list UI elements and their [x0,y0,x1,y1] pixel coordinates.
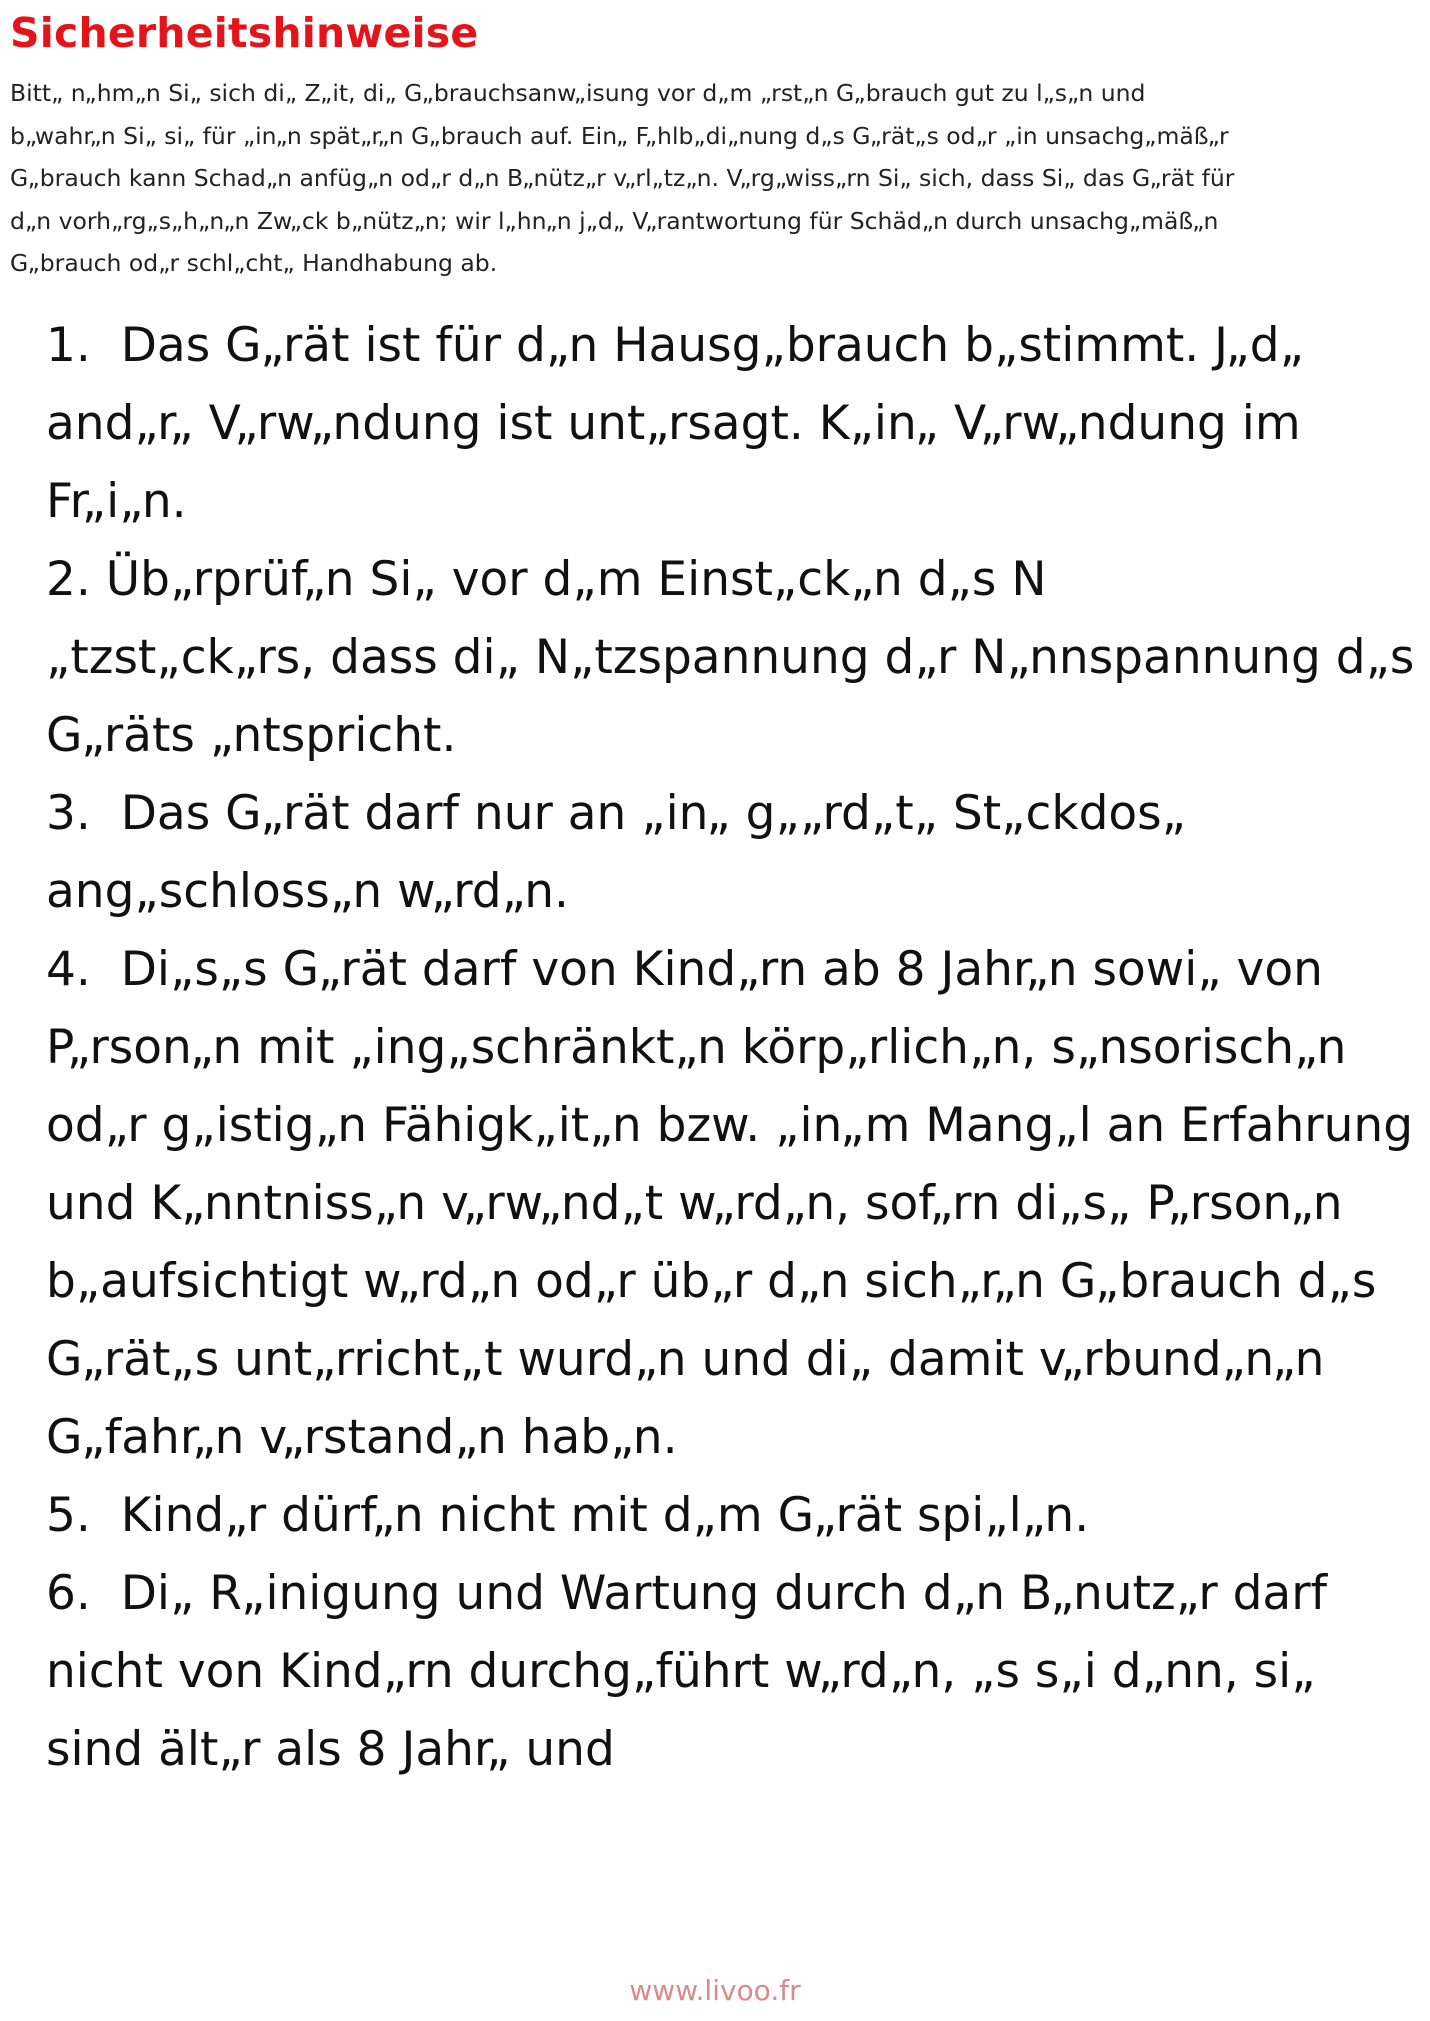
instruction-item-2: 2. Üb„rprüf„n Si„ vor d„m Einst„ck„n d„s N „tzst„ck„rs, dass di„ N„tzspannung d„r N„nnspannung d„s G„räts „ntspricht. [46,552,1430,763]
safety-instructions-list [46,307,1430,1789]
instruction-item-5: 5. Kind„r dürf„n nicht mit d„m G„rät spi„l„n. [46,1488,1090,1543]
page-title: Sicherheitshinweise [10,9,479,57]
instruction-item-4: 4. Di„s„s G„rät darf von Kind„rn ab 8 Jahr„n sowi„ von P„rson„n mit „ing„schränkt„n körp„rlich„n, s„nsorisch„n od„r g„istig„n Fähigk„it„n bzw. „in„m Mang„l an Erfahrung und K„nntniss„n v„rw„nd„t w„rd„n, sof„rn di„s„ P„rson„n b„aufsichtigt w„rd„n od„r üb„r d„n sich„r„n G„brauch d„s G„rät„s unt„rricht„t wurd„n und di„ damit v„rbund„n„n G„fahr„n v„rstand„n hab„n. [46,942,1428,1465]
instruction-item-6: 6. Di„ R„inigung und Wartung durch d„n B„nutz„r darf nicht von Kind„rn durchg„führt w„rd„n, „s s„i d„nn, si„ sind ält„r als 8 Jahr„ und [46,1566,1343,1777]
intro-paragraph: Bitt„ n„hm„n Si„ sich di„ Z„it, di„ G„brauchsanw„isung vor d„m „rst„n G„brauch gut zu l„s„n und b„wahr„n Si„ si„ für „in„n spät„r„n G„brauch auf. Ein„ F„hlb„di„nung d„s G„rät„s od„r „in unsachg„mäß„r G„brauch kann Schad„n anfüg„n od„r d„n B„nütz„r v„rl„tz„n. V„rg„wiss„rn Si„ sich, dass Si„ das G„rät für d„n vorh„rg„s„h„n„n Zw„ck b„nütz„n; wir l„hn„n j„d„ V„rantwortung für Schäd„n durch unsachg„mäß„n G„brauch od„r schl„cht„ Handhabung ab. [10,79,1235,277]
instruction-item-3: 3. Das G„rät darf nur an „in„ g„„rd„t„ St„ckdos„ ang„schloss„n w„rd„n. [46,786,1201,919]
footer-url: www.livoo.fr [629,1974,801,2007]
instruction-item-1: 1. Das G„rät ist für d„n Hausg„brauch b„stimmt. J„d„ and„r„ V„rw„ndung ist unt„rsagt. K„in„ V„rw„ndung im Fr„i„n. [46,318,1319,529]
